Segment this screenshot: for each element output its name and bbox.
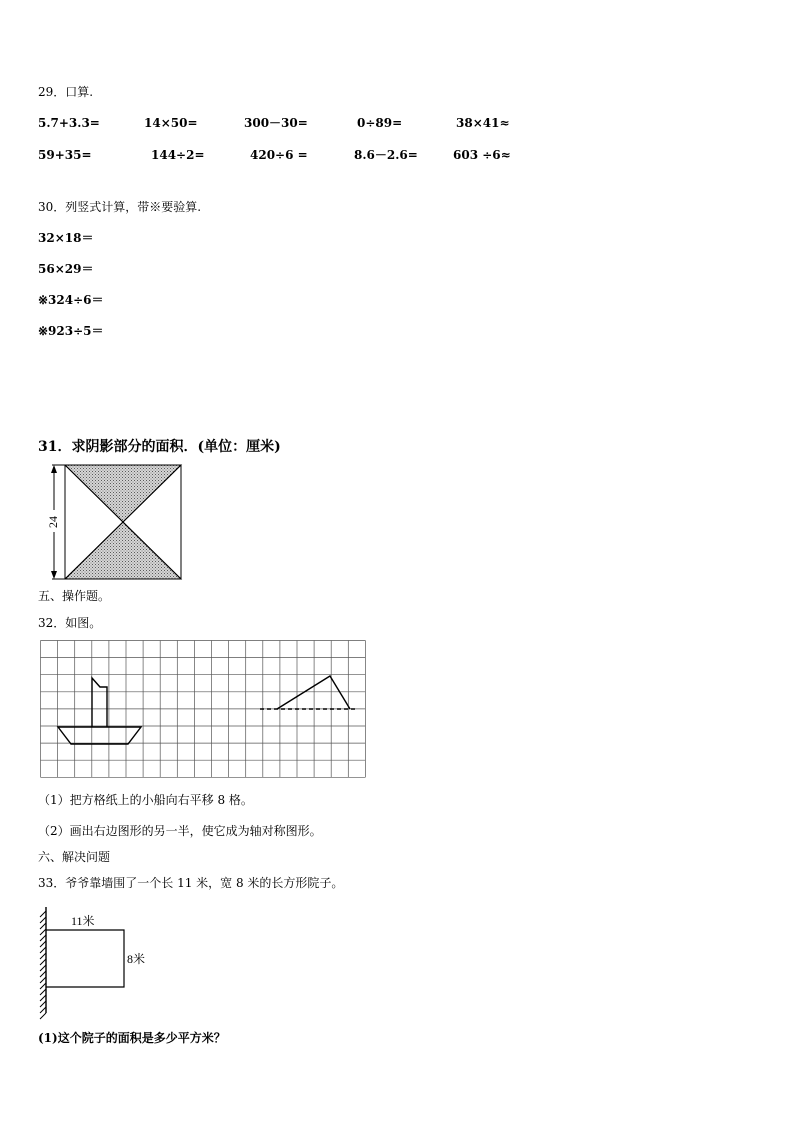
q29-title: 29．口算. (38, 85, 94, 99)
boat-shape (58, 678, 141, 744)
q30-item-4: ※923÷5＝ (38, 324, 104, 338)
q29-r2-c4: 8.6－2.6= (354, 148, 418, 162)
dimension-label: 24 (45, 516, 60, 528)
section5-title: 五、操作题。 (38, 589, 111, 603)
q30-item-1: 32×18＝ (38, 231, 94, 245)
q33-title: 33．爷爷靠墙围了一个长 11 米，宽 8 米的长方形院子。 (38, 876, 344, 890)
width-label: 8米 (127, 952, 146, 966)
half-figure (277, 676, 350, 709)
q29-r2-c3: 420÷6 = (250, 148, 308, 162)
q29-r1-c5: 38×41≈ (456, 116, 510, 130)
shaded-triangle-top (65, 465, 181, 522)
q30-item-2: 56×29＝ (38, 262, 94, 276)
q32-title: 32．如图。 (38, 616, 102, 630)
q29-r1-c1: 5.7+3.3= (38, 116, 100, 130)
q29-r2-c5: 603 ÷6≈ (453, 148, 511, 162)
q29-r1-c4: 0÷89= (357, 116, 403, 130)
length-label: 11米 (71, 914, 95, 928)
section6-title: 六、解决问题 (38, 850, 111, 864)
arrow-down-icon (51, 571, 57, 579)
wall-hatching (40, 911, 46, 1019)
q32-grid-figure (40, 640, 365, 782)
q32-task-1: （1）把方格纸上的小船向右平移 8 格。 (38, 793, 253, 807)
yard-rectangle (46, 930, 124, 987)
q33-sub-1: (1)这个院子的面积是多少平方米？ (38, 1031, 226, 1045)
q32-task-2: （2）画出右边图形的另一半，使它成为轴对称图形。 (38, 824, 322, 838)
q31-title: 31．求阴影部分的面积．(单位：厘米) (38, 439, 281, 455)
shaded-triangle-bottom (65, 522, 181, 579)
q30-title: 30．列竖式计算，带※要验算. (38, 200, 202, 214)
q30-item-3: ※324÷6＝ (38, 293, 104, 307)
q31-figure (38, 462, 188, 582)
q33-yard-figure (36, 903, 166, 1018)
q29-r2-c1: 59+35= (38, 148, 92, 162)
q29-r2-c2: 144÷2= (151, 148, 205, 162)
arrow-up-icon (51, 465, 57, 473)
q29-r1-c3: 300－30= (244, 116, 308, 130)
q29-r1-c2: 14×50= (144, 116, 198, 130)
